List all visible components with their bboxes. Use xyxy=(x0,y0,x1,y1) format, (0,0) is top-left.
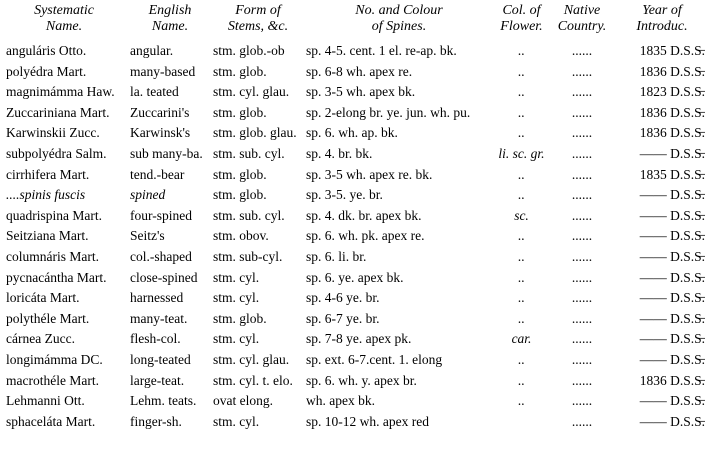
table-row xyxy=(0,165,709,186)
table-row xyxy=(0,144,709,165)
spines-cell: sp. 4. br. bk. xyxy=(306,145,373,161)
stem-form-cell: stm. obov. xyxy=(213,228,269,244)
flower-colour-cell: .. xyxy=(518,393,525,409)
year-introduced-cell: —— D.S.S̶. xyxy=(639,269,705,285)
native-country-cell: ...... xyxy=(571,331,593,347)
native-country-cell: ...... xyxy=(571,43,593,58)
flower-colour-cell: .. xyxy=(518,228,525,244)
table-row xyxy=(0,309,709,330)
year-introduced-cell: —— D.S.S̶. xyxy=(639,145,705,161)
systematic-name-cell: cirrhifera Mart. xyxy=(6,166,90,182)
english-name-cell: finger-sh. xyxy=(130,413,182,429)
systematic-name-cell: pycnacántha Mart. xyxy=(6,269,107,285)
year-introduced-cell: 1823 D.S.S̶. xyxy=(639,84,705,100)
header-year-introduced xyxy=(615,3,709,41)
header-line: Form of xyxy=(235,3,281,18)
table-row xyxy=(0,247,709,268)
flower-colour-cell: .. xyxy=(518,351,525,367)
table-row xyxy=(0,41,709,62)
english-name-cell: tend.-bear xyxy=(130,166,185,182)
systematic-name-cell: anguláris Otto. xyxy=(6,43,87,58)
systematic-name-cell: subpolyédra Salm. xyxy=(6,145,107,161)
table-row xyxy=(0,123,709,144)
systematic-name-cell: loricáta Mart. xyxy=(6,290,80,306)
flower-colour-cell: .. xyxy=(518,269,525,285)
spines-cell: sp. 6-7 ye. br. xyxy=(306,310,380,326)
flower-colour-cell: .. xyxy=(518,372,525,388)
table-row xyxy=(0,62,709,83)
table-body xyxy=(0,41,709,432)
header-line: of Spines. xyxy=(371,19,427,34)
spines-cell: sp. 3-5 wh. apex re. bk. xyxy=(306,166,433,182)
stem-form-cell: ovat elong. xyxy=(213,393,273,409)
systematic-name-cell: macrothéle Mart. xyxy=(6,372,99,388)
flower-colour-cell: sc. xyxy=(514,207,529,223)
native-country-cell: ...... xyxy=(571,393,593,409)
header-line: Stems, &c. xyxy=(227,19,289,34)
spines-cell: sp. ext. 6-7.cent. 1. elong xyxy=(306,351,443,367)
stem-form-cell: stm. glob. xyxy=(213,310,267,326)
systematic-name-cell: Seitziana Mart. xyxy=(6,228,89,244)
cactus-catalog-table xyxy=(0,3,709,432)
header-line: Col. of xyxy=(502,3,541,18)
header-line: Native xyxy=(563,3,601,18)
flower-colour-cell: .. xyxy=(518,310,525,326)
year-introduced-cell: —— D.S.S̶. xyxy=(639,187,705,203)
table-row xyxy=(0,412,709,433)
english-name-cell: Lehm. teats. xyxy=(130,393,197,409)
systematic-name-cell: Zuccariniana Mart. xyxy=(6,104,110,120)
year-introduced-cell: 1835 D.S.S̶. xyxy=(639,43,705,58)
header-form-of-stems xyxy=(212,3,304,41)
table-row xyxy=(0,391,709,412)
spines-cell: sp. 7-8 ye. apex pk. xyxy=(306,331,412,347)
english-name-cell: Zuccarini's xyxy=(130,104,190,120)
table-row xyxy=(0,226,709,247)
table-row xyxy=(0,185,709,206)
stem-form-cell: stm. cyl. glau. xyxy=(213,351,290,367)
year-introduced-cell: —— D.S.S̶. xyxy=(639,413,705,429)
systematic-name-cell: Lehmanni Ott. xyxy=(6,393,85,409)
spines-cell: sp. 3-5 wh. apex bk. xyxy=(306,84,416,100)
native-country-cell: ...... xyxy=(571,207,593,223)
english-name-cell: la. teated xyxy=(130,84,179,100)
year-introduced-cell: 1835 D.S.S̶. xyxy=(639,166,705,182)
table-row xyxy=(0,82,709,103)
stem-form-cell: stm. cyl. xyxy=(213,413,260,429)
systematic-name-cell: magnimámma Haw. xyxy=(6,84,115,100)
spines-cell: sp. 6. wh. ap. bk. xyxy=(306,125,398,141)
header-spines xyxy=(304,3,494,41)
header-line: No. and Colour xyxy=(355,3,443,18)
flower-colour-cell xyxy=(494,412,549,433)
spines-cell: sp. 6. ye. apex bk. xyxy=(306,269,404,285)
native-country-cell: ...... xyxy=(571,310,593,326)
table-row xyxy=(0,350,709,371)
flower-colour-cell: .. xyxy=(518,63,525,79)
year-introduced-cell: —— D.S.S̶. xyxy=(639,290,705,306)
spines-cell: sp. 6. li. br. xyxy=(306,248,367,264)
native-country-cell: ...... xyxy=(571,166,593,182)
english-name-cell: many-based xyxy=(130,63,196,79)
native-country-cell: ...... xyxy=(571,104,593,120)
stem-form-cell: stm. sub. cyl. xyxy=(213,145,285,161)
flower-colour-cell: .. xyxy=(518,125,525,141)
stem-form-cell: stm. glob.-ob xyxy=(213,43,285,58)
header-line: English xyxy=(148,3,192,18)
english-name-cell: spined xyxy=(130,187,166,203)
year-introduced-cell: 1836 D.S.S̶. xyxy=(639,63,705,79)
header-line: Year of xyxy=(642,3,682,18)
table-row xyxy=(0,288,709,309)
stem-form-cell: stm. cyl. t. elo. xyxy=(213,372,293,388)
flower-colour-cell: .. xyxy=(518,187,525,203)
flower-colour-cell: .. xyxy=(518,166,525,182)
year-introduced-cell: —— D.S.S̶. xyxy=(639,228,705,244)
flower-colour-cell: .. xyxy=(518,84,525,100)
table-row xyxy=(0,329,709,350)
stem-form-cell: stm. sub. cyl. xyxy=(213,207,285,223)
stem-form-cell: stm. sub-cyl. xyxy=(213,248,283,264)
native-country-cell: ...... xyxy=(571,187,593,203)
table-header xyxy=(0,3,709,41)
english-name-cell: flesh-col. xyxy=(130,331,181,347)
flower-colour-cell: .. xyxy=(518,290,525,306)
systematic-name-cell: ....spinis fuscis xyxy=(6,187,86,203)
spines-cell: sp. 4-6 ye. br. xyxy=(306,290,380,306)
english-name-cell: sub many-ba. xyxy=(130,145,203,161)
stem-form-cell: stm. cyl. glau. xyxy=(213,84,290,100)
flower-colour-cell: .. xyxy=(518,248,525,264)
year-introduced-cell: —— D.S.S̶. xyxy=(639,248,705,264)
english-name-cell: many-teat. xyxy=(130,310,188,326)
stem-form-cell: stm. glob. xyxy=(213,187,267,203)
stem-form-cell: stm. glob. glau. xyxy=(213,125,297,141)
native-country-cell: ...... xyxy=(571,228,593,244)
year-introduced-cell: —— D.S.S̶. xyxy=(639,351,705,367)
systematic-name-cell: polyédra Mart. xyxy=(6,63,87,79)
english-name-cell: angular. xyxy=(130,43,174,58)
english-name-cell: Karwinsk's xyxy=(130,125,191,141)
systematic-name-cell: quadrispina Mart. xyxy=(6,207,102,223)
flower-colour-cell: car. xyxy=(511,331,532,347)
header-line: Systematic xyxy=(34,3,94,18)
native-country-cell: ...... xyxy=(571,248,593,264)
english-name-cell: Seitz's xyxy=(130,228,165,244)
header-native-country xyxy=(549,3,615,41)
stem-form-cell: stm. cyl. xyxy=(213,269,260,285)
header-english-name xyxy=(128,3,212,41)
systematic-name-cell: polythéle Mart. xyxy=(6,310,90,326)
systematic-name-cell: cárnea Zucc. xyxy=(6,331,75,347)
english-name-cell: harnessed xyxy=(130,290,184,306)
english-name-cell: close-spined xyxy=(130,269,198,285)
english-name-cell: large-teat. xyxy=(130,372,185,388)
header-flower-colour xyxy=(494,3,549,41)
english-name-cell: four-spined xyxy=(130,207,192,223)
header-line: Name. xyxy=(45,19,83,34)
native-country-cell: ...... xyxy=(571,290,593,306)
header-line: Flower. xyxy=(500,19,543,34)
year-introduced-cell: —— D.S.S̶. xyxy=(639,331,705,347)
native-country-cell: ...... xyxy=(571,63,593,79)
native-country-cell: ...... xyxy=(571,145,593,161)
spines-cell: sp. 6. wh. pk. apex re. xyxy=(306,228,425,244)
spines-cell: wh. apex bk. xyxy=(306,393,375,409)
spines-cell: sp. 6. wh. y. apex br. xyxy=(306,372,417,388)
stem-form-cell: stm. glob. xyxy=(213,104,267,120)
spines-cell: sp. 2-elong br. ye. jun. wh. pu. xyxy=(306,104,471,120)
flower-colour-cell: .. xyxy=(518,43,525,58)
stem-form-cell: stm. cyl. xyxy=(213,290,260,306)
header-systematic-name xyxy=(0,3,128,41)
native-country-cell: ...... xyxy=(571,269,593,285)
stem-form-cell: stm. cyl. xyxy=(213,331,260,347)
header-line: Introduc. xyxy=(636,19,688,34)
spines-cell: sp. 10-12 wh. apex red xyxy=(306,413,429,429)
table-row xyxy=(0,268,709,289)
systematic-name-cell: longimámma DC. xyxy=(6,351,103,367)
native-country-cell: ...... xyxy=(571,413,593,429)
english-name-cell: long-teated xyxy=(130,351,191,367)
systematic-name-cell: sphaceláta Mart. xyxy=(6,413,96,429)
year-introduced-cell: 1836 D.S.S̶. xyxy=(639,104,705,120)
flower-colour-cell: .. xyxy=(518,104,525,120)
native-country-cell: ...... xyxy=(571,351,593,367)
stem-form-cell: stm. glob. xyxy=(213,166,267,182)
stem-form-cell: stm. glob. xyxy=(213,63,267,79)
spines-cell: sp. 3-5. ye. br. xyxy=(306,187,383,203)
flower-colour-cell: li. sc. gr. xyxy=(498,145,545,161)
spines-cell: sp. 6-8 wh. apex re. xyxy=(306,63,413,79)
spines-cell: sp. 4-5. cent. 1 el. re-ap. bk. xyxy=(306,43,457,58)
year-introduced-cell: 1836 D.S.S̶. xyxy=(639,125,705,141)
year-introduced-cell: —— D.S.S̶. xyxy=(639,310,705,326)
systematic-name-cell: columnáris Mart. xyxy=(6,248,99,264)
english-name-cell: col.-shaped xyxy=(130,248,192,264)
table-row xyxy=(0,206,709,227)
spines-cell: sp. 4. dk. br. apex bk. xyxy=(306,207,422,223)
year-introduced-cell: —— D.S.S̶. xyxy=(639,207,705,223)
native-country-cell: ...... xyxy=(571,372,593,388)
header-line: Name. xyxy=(151,19,189,34)
table-row xyxy=(0,103,709,124)
table-row xyxy=(0,371,709,392)
native-country-cell: ...... xyxy=(571,84,593,100)
systematic-name-cell: Karwinskii Zucc. xyxy=(6,125,100,141)
year-introduced-cell: 1836 D.S.S̶. xyxy=(639,372,705,388)
native-country-cell: ...... xyxy=(571,125,593,141)
header-line: Country. xyxy=(557,19,607,34)
year-introduced-cell: —— D.S.S̶. xyxy=(639,393,705,409)
